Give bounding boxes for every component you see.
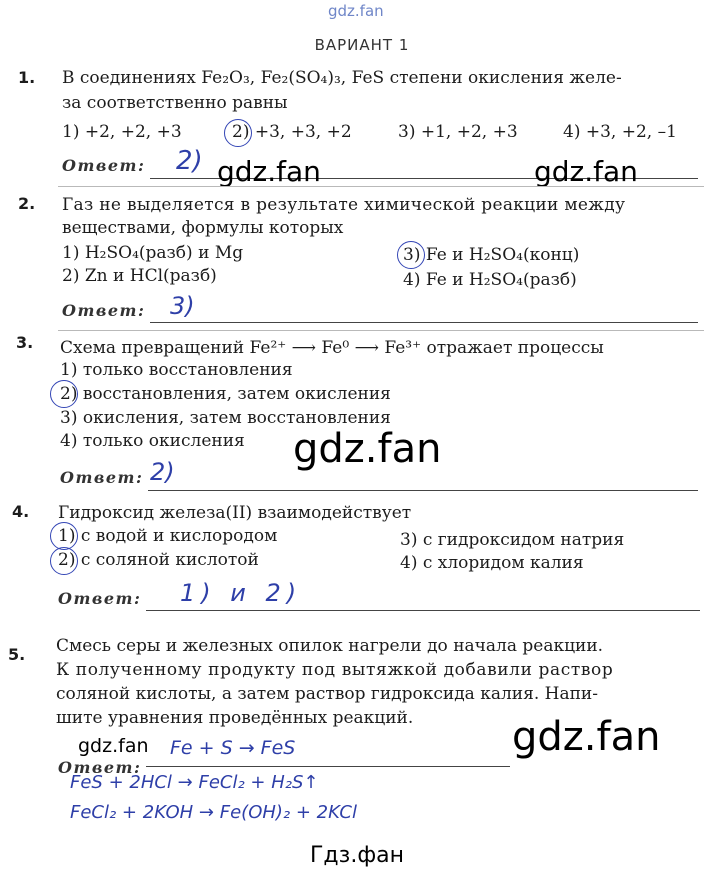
watermark-footer: Гдз.фан <box>310 843 404 868</box>
question-3-option-2: 2) восстановления, затем окисления <box>60 384 391 404</box>
answer-line-2 <box>150 322 698 323</box>
question-1-option-3: 3) +1, +2, +3 <box>398 122 518 142</box>
watermark-4: gdz.fan <box>78 735 149 757</box>
watermark-top: gdz.fan <box>328 2 384 20</box>
question-2-text-line1: Газ не выделяется в результате химической реакции между <box>62 195 626 215</box>
handwritten-answer-1: 2) <box>176 146 203 176</box>
answer-circle-2 <box>397 241 425 269</box>
question-5-number: 5. <box>8 645 26 664</box>
answer-circle-4b <box>50 547 78 575</box>
answer-label-1: Ответ: <box>62 156 146 175</box>
answer-label-2: Ответ: <box>62 301 146 320</box>
watermark-2: gdz.fan <box>534 155 638 188</box>
handwritten-answer-5-line3: FeCl₂ + 2KOH → Fe(OH)₂ + 2KCl <box>70 802 357 823</box>
question-5-text-line1: Смесь серы и железных опилок нагрели до начала реакции. <box>56 636 604 656</box>
answer-label-3: Ответ: <box>60 468 144 487</box>
question-4-option-3: 3) с гидроксидом натрия <box>400 530 625 550</box>
answer-line-4 <box>146 610 700 611</box>
question-3-option-1: 1) только восстановления <box>60 360 293 380</box>
question-4-text-line1: Гидроксид железа(II) взаимодействует <box>58 503 412 523</box>
question-2-number: 2. <box>18 194 36 213</box>
answer-circle-4a <box>50 522 78 550</box>
handwritten-answer-2: 3) <box>170 292 195 320</box>
watermark-3: gdz.fan <box>293 426 442 472</box>
question-1-text-line1: В соединениях Fe₂O₃, Fe₂(SO₄)₃, FeS степени окисления желе- <box>62 68 622 88</box>
question-2-option-2: 2) Zn и HCl(разб) <box>62 266 217 286</box>
question-1-option-1: 1) +2, +2, +3 <box>62 122 182 142</box>
question-1-option-2: 2) +3, +3, +2 <box>232 122 352 142</box>
question-4-option-2: 2) с соляной кислотой <box>58 550 259 570</box>
question-2-option-4: 4) Fe и H₂SO₄(разб) <box>403 270 577 290</box>
answer-line-5 <box>146 766 510 767</box>
question-3-option-3: 3) окисления, затем восстановления <box>60 408 391 428</box>
separator-2 <box>58 330 704 331</box>
answer-circle-3 <box>50 380 78 408</box>
variant-title: ВАРИАНТ 1 <box>314 36 410 54</box>
question-2-option-1: 1) H₂SO₄(разб) и Mg <box>62 243 244 263</box>
question-5-text-line3: соляной кислоты, а затем раствор гидроксида калия. Напи- <box>56 684 598 704</box>
question-2-text-line2: веществами, формулы которых <box>62 218 344 238</box>
handwritten-answer-4: 1) и 2) <box>180 579 303 607</box>
answer-label-5: Ответ: <box>58 758 142 777</box>
question-1-option-4: 4) +3, +2, –1 <box>563 122 677 142</box>
handwritten-answer-3: 2) <box>150 458 175 486</box>
answer-line-3 <box>148 490 698 491</box>
answer-label-4: Ответ: <box>58 589 142 608</box>
question-3-text-line1: Схема превращений Fe²⁺ ⟶ Fe⁰ ⟶ Fe³⁺ отражает процессы <box>60 338 604 358</box>
question-1-text-line2: за соответственно равны <box>62 93 288 113</box>
watermark-5: gdz.fan <box>512 714 661 760</box>
question-4-number: 4. <box>12 502 30 521</box>
question-5-text-line2: К полученному продукту под вытяжкой добавили раствор <box>56 660 614 680</box>
question-2-option-3: 3) Fe и H₂SO₄(конц) <box>403 245 580 265</box>
question-5-text-line4: шите уравнения проведённых реакций. <box>56 708 414 728</box>
question-4-option-4: 4) с хлоридом калия <box>400 553 584 573</box>
question-1-number: 1. <box>18 68 36 87</box>
question-3-number: 3. <box>16 333 34 352</box>
question-4-option-1: 1) с водой и кислородом <box>58 526 278 546</box>
question-3-option-4: 4) только окисления <box>60 431 245 451</box>
handwritten-answer-5-line1: Fe + S → FeS <box>170 737 296 759</box>
answer-circle-1 <box>224 119 252 147</box>
watermark-1: gdz.fan <box>217 155 321 188</box>
separator-1 <box>58 186 704 187</box>
handwritten-answer-5-line2: FeS + 2HCl → FeCl₂ + H₂S↑ <box>70 772 319 793</box>
